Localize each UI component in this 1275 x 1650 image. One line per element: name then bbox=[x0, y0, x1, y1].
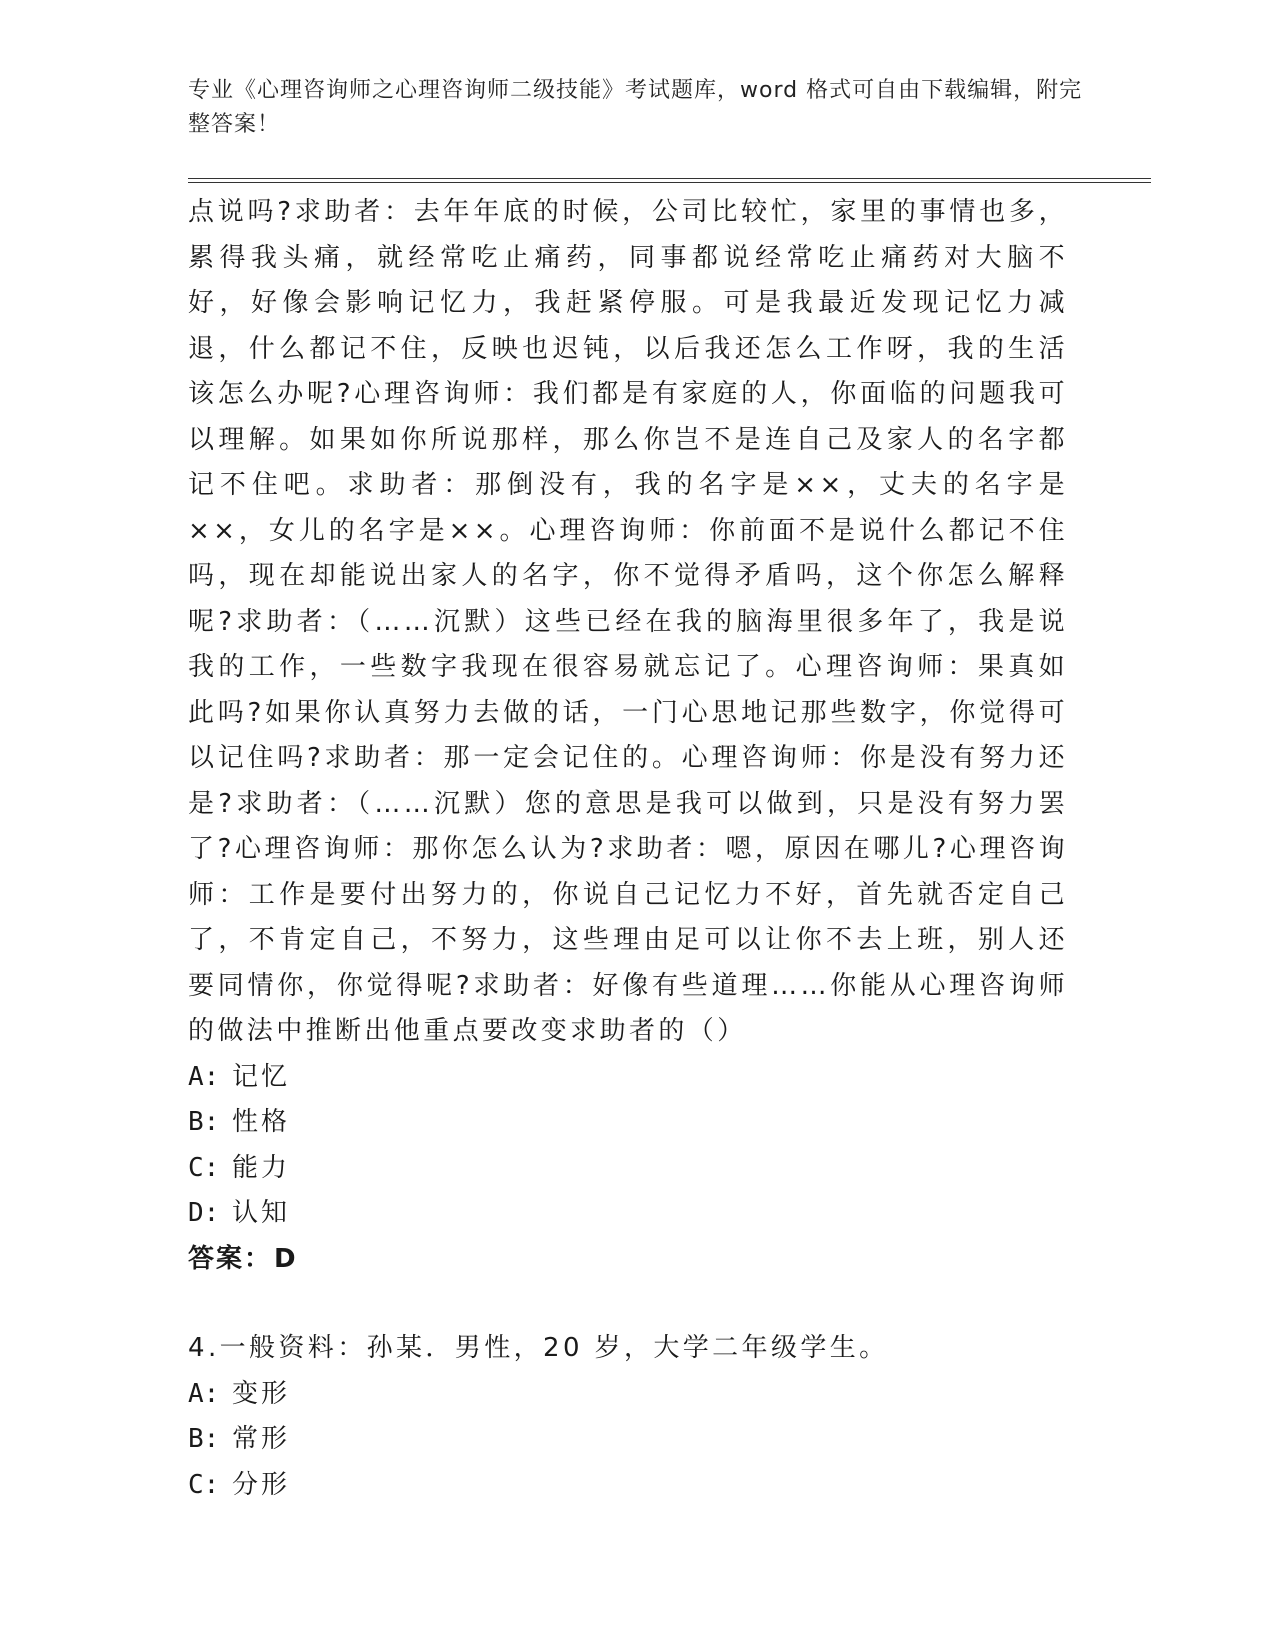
q3-option-d bbox=[188, 1191, 1068, 1237]
option-letter: A: bbox=[188, 1378, 220, 1409]
option-letter: B: bbox=[188, 1107, 220, 1137]
option-letter: D: bbox=[188, 1198, 220, 1228]
option-text: 常形 bbox=[232, 1424, 291, 1454]
option-letter: A: bbox=[188, 1061, 220, 1092]
option-text: 分形 bbox=[232, 1469, 291, 1500]
q3-option-a bbox=[188, 1055, 1068, 1101]
q4-option-c bbox=[188, 1463, 1068, 1509]
option-text: 认知 bbox=[232, 1198, 291, 1228]
option-text: 变形 bbox=[232, 1378, 291, 1409]
q4-option-a bbox=[188, 1372, 1068, 1418]
q3-answer bbox=[188, 1237, 1068, 1283]
option-text: 记忆 bbox=[232, 1061, 291, 1092]
option-letter: C: bbox=[188, 1152, 220, 1183]
option-text: 能力 bbox=[232, 1152, 291, 1183]
document-header: 专业《心理咨询师之心理咨询师二级技能》考试题库，word 格式可自由下载编辑，附完整答案！ bbox=[188, 78, 1083, 137]
answer-value: D bbox=[274, 1243, 298, 1274]
option-letter: C: bbox=[188, 1469, 220, 1500]
header-double-rule bbox=[188, 178, 1151, 183]
option-text: 性格 bbox=[232, 1107, 291, 1137]
document-body bbox=[188, 190, 1068, 1508]
answer-label: 答案： bbox=[188, 1243, 273, 1274]
question-4-text: 4.一般资料：孙某．男性，20 岁，大学二年级学生。 bbox=[188, 1333, 889, 1363]
q3-option-b bbox=[188, 1100, 1068, 1146]
option-letter: B: bbox=[188, 1424, 220, 1454]
q4-option-b bbox=[188, 1417, 1068, 1463]
q3-option-c bbox=[188, 1146, 1068, 1192]
question-3-text: 点说吗?求助者：去年年底的时候，公司比较忙，家里的事情也多，累得我头痛，就经常吃止痛药，同事都说经常吃止痛药对大脑不好，好像会影响记忆力，我赶紧停服。可是我最近发现记忆力减退，什么都记不住，反映也迟钝，以后我还怎么工作呀，我的生活该怎么办呢?心理咨询师：我们都是有家庭的人，你面临的问题我可以理解。如果如你所说那样，那么你岂不是连自己及家人的名字都记不住吧。求助者：那倒没有，我的名字是××，丈夫的名字是××，女儿的名字是××。心理咨询师：你前面不是说什么都记不住吗，现在却能说出家人的名字，你不觉得矛盾吗，这个你怎么解释呢?求助者：（……沉默）这些已经在我的脑海里很多年了，我是说我的工作，一些数字我现在很容易就忘记了。心理咨询师：果真如此吗?如果你认真努力去做的话，一门心思地记那些数字，你觉得可以记住吗?求助者：那一定会记住的。心理咨询师：你是没有努力还是?求助者：（……沉默）您的意思是我可以做到，只是没有努力罢了?心理咨询师：那你怎么认为?求助者：嗯，原因在哪儿?心理咨询师：工作是要付出努力的，你说自己记忆力不好，首先就否定自己了，不肯定自己，不努力，这些理由足可以让你不去上班，别人还要同情你，你觉得呢?求助者：好像有些道理……你能从心理咨询师的做法中推断出他重点要改变求助者的（） bbox=[188, 197, 1068, 1046]
